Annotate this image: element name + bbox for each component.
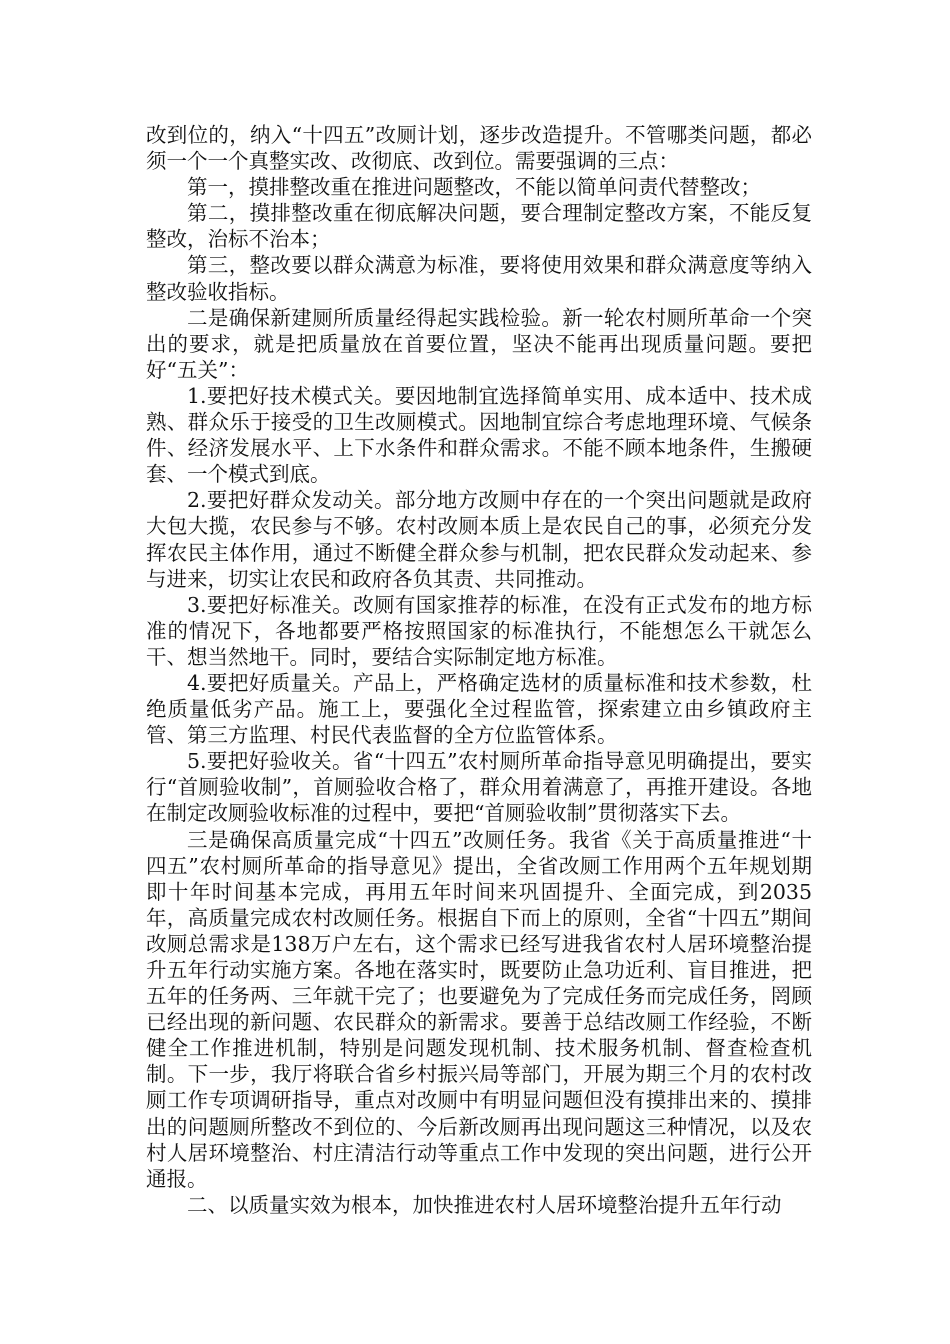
paragraph-quality-intro: 二是确保新建厕所质量经得起实践检验。新一轮农村厕所革命一个突出的要求，就是把质量放在首要位置，坚决不能再出现质量问题。要把好“五关”： — [146, 305, 812, 382]
paragraph-item-5: 5.要把好验收关。省“十四五”农村厕所革命指导意见明确提出，要实行“首厕验收制”，首厕验收合格了，群众用着满意了，再推开建设。各地在制定改厕验收标准的过程中，要把“首厕验收制”贯彻落实下去。 — [146, 749, 812, 826]
paragraph-point-third: 第三，整改要以群众满意为标准，要将使用效果和群众满意度等纳入整改验收指标。 — [146, 253, 812, 304]
paragraph-item-1: 1.要把好技术模式关。要因地制宜选择简单实用、成本适中、技术成熟、群众乐于接受的卫生改厕模式。因地制宜综合考虑地理环境、气候条件、经济发展水平、上下水条件和群众需求。不能不顾本地条件，生搬硬套、一个模式到底。 — [146, 383, 812, 487]
paragraph-point-second: 第二，摸排整改重在彻底解决问题，要合理制定整改方案，不能反复整改，治标不治本； — [146, 201, 812, 252]
section-heading-two: 二、以质量实效为根本，加快推进农村人居环境整治提升五年行动 — [187, 1192, 782, 1217]
paragraph-point-first: 第一，摸排整改重在推进问题整改，不能以简单问责代替整改； — [187, 175, 761, 200]
paragraph-item-4: 4.要把好质量关。产品上，严格确定选材的质量标准和技术参数，杜绝质量低劣产品。施工上，要强化全过程监管，探索建立由乡镇政府主管、第三方监理、村民代表监督的全方位监管体系。 — [146, 670, 812, 748]
document-body — [146, 122, 812, 1218]
paragraph-item-3: 3.要把好标准关。改厕有国家推荐的标准，在没有正式发布的地方标准的情况下，各地都要严格按照国家的标准执行，不能想怎么干就怎么干、想当然地干。同时，要结合实际制定地方标准。 — [146, 592, 812, 669]
paragraph-item-2: 2.要把好群众发动关。部分地方改厕中存在的一个突出问题就是政府大包大揽，农民参与不够。农村改厕本质上是农民自己的事，必须充分发挥农民主体作用，通过不断健全群众参与机制，把农民群众发动起来、参与进来，切实让农民和政府各负其责、共同推动。 — [146, 488, 812, 591]
paragraph-continuation: 改到位的，纳入“十四五”改厕计划，逐步改造提升。不管哪类问题，都必须一个一个真整实改、改彻底、改到位。需要强调的三点： — [146, 123, 812, 174]
paragraph-section-three: 三是确保高质量完成“十四五”改厕任务。我省《关于高质量推进“十四五”农村厕所革命的指导意见》提出，全省改厕工作用两个五年规划期即十年时间基本完成，再用五年时间来巩固提升、全面完成，到2035年，高质量完成农村改厕任务。根据自下而上的原则，全省“十四五”期间改厕总需求是138万户左右，这个需求已经写进我省农村人居环境整治提升五年行动实施方案。各地在落实时，既要防止急功近利、盲目推进，把五年的任务两、三年就干完了；也要避免为了完成任务而完成任务，罔顾已经出现的新问题、农民群众的新需求。要善于总结改厕工作经验，不断健全工作推进机制，特别是问题发现机制、技术服务机制、督查检查机制。下一步，我厅将联合省乡村振兴局等部门，开展为期三个月的农村改厕工作专项调研指导，重点对改厕中有明显问题但没有摸排出来的、摸排出的问题厕所整改不到位的、今后新改厕再出现问题这三种情况，以及农村人居环境整治、村庄清洁行动等重点工作中发现的突出问题，进行公开通报。 — [146, 827, 812, 1191]
